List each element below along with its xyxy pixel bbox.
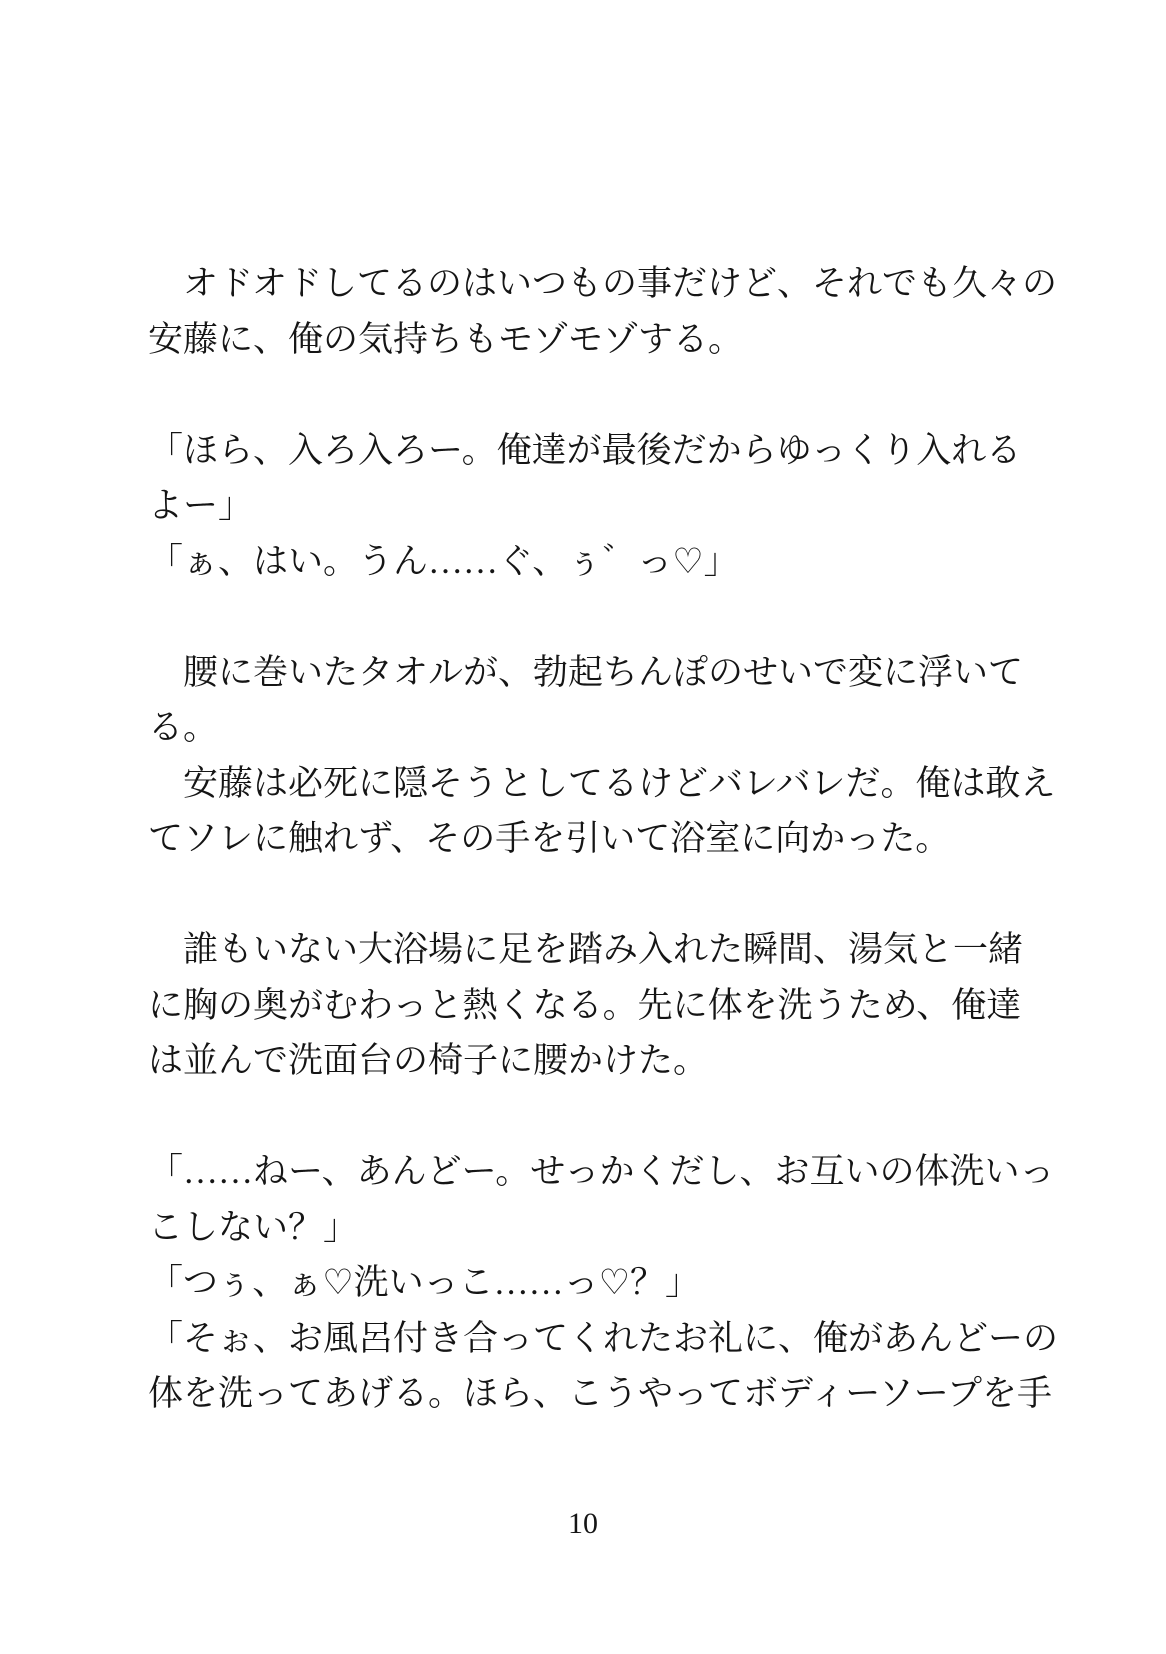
text-line: る。	[148, 708, 219, 747]
body-text	[148, 256, 1059, 1422]
text-line: 腰に巻いたタオルが、勃起ちんぽのせいで変に浮いて	[148, 652, 1024, 692]
page-number: 10	[568, 1507, 598, 1540]
text-line: オドオドしてるのはいつもの事だけど、それでも久々の	[148, 264, 1057, 303]
text-line: 体を洗ってあげる。ほら、こうやってボディーソープを手	[148, 1374, 1053, 1413]
text-line: 「そぉ、お風呂付き合ってくれたお礼に、俺があんどーの	[148, 1318, 1059, 1358]
text-line: 「つぅ、ぁ♡洗いっこ……っ♡？」	[148, 1263, 701, 1302]
paragraph-4	[148, 922, 1034, 1089]
text-line: 「ぁ、はい。うん……ぐ、ぅ゛っ♡」	[148, 541, 739, 581]
text-line: よー」	[148, 486, 254, 525]
text-line: に胸の奥がむわっと熱くなる。先に体を洗うため、俺達	[148, 985, 1022, 1025]
paragraph-2	[148, 423, 1034, 590]
text-line: こしない？」	[148, 1207, 359, 1247]
text-line: 誰もいない大浴場に足を踏み入れた瞬間、湯気と一緒	[148, 930, 1024, 969]
text-line: は並んで洗面台の椅子に腰かけた。	[148, 1041, 709, 1080]
paragraph-3	[148, 645, 1056, 867]
text-line: 「ほら、入ろ入ろー。俺達が最後だからゆっくり入れる	[148, 430, 1022, 470]
text-line: 安藤に、俺の気持ちもモゾモゾする。	[148, 319, 744, 359]
text-line: 安藤は必死に隠そうとしてるけどバレバレだ。俺は敢え	[148, 763, 1056, 803]
paragraph-1	[148, 256, 1057, 367]
paragraph-5	[148, 1144, 1059, 1422]
text-line: てソレに触れず、その手を引いて浴室に向かった。	[148, 819, 951, 858]
text-line: 「……ねー、あんどー。せっかくだし、お互いの体洗いっ	[148, 1152, 1055, 1191]
